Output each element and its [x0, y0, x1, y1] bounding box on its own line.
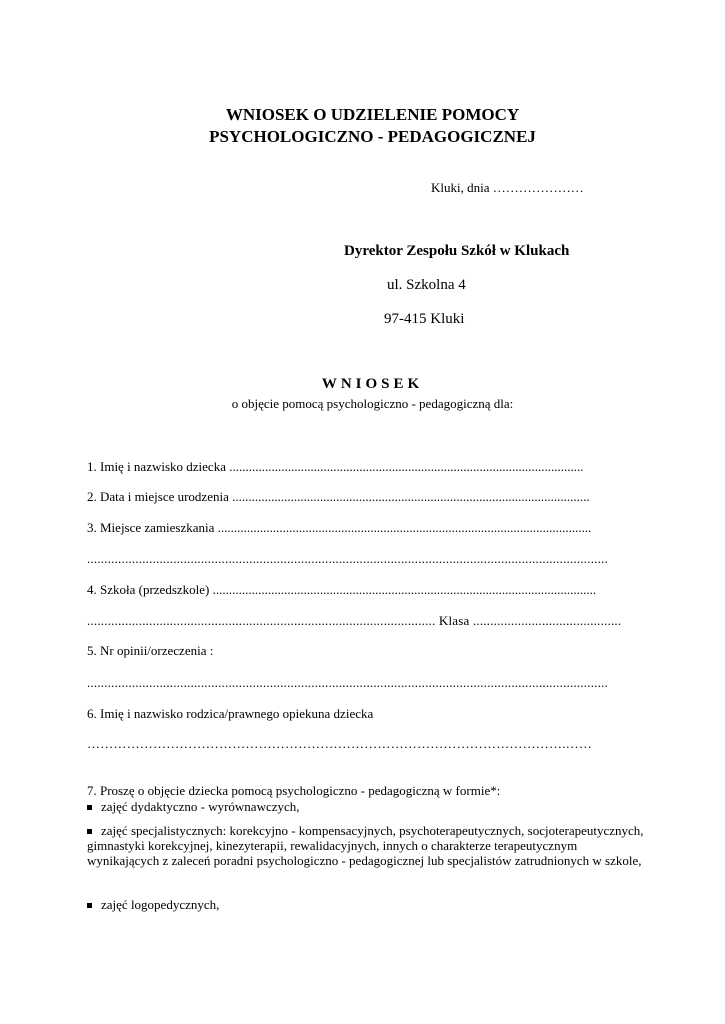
- field-residence: 3. Miejsce zamieszkania ...................................................................................................................: [87, 520, 592, 535]
- bullet-square-icon: [87, 903, 92, 908]
- field-school-class: ..................................................................................................... Klasa ...........................................: [87, 613, 622, 628]
- section-7-intro: 7. Proszę o objęcie dziecka pomocą psychologiczno - pedagogiczną w formie*:: [87, 783, 501, 798]
- field-child-name: 1. Imię i nazwisko dziecka .............................................................................................................: [87, 459, 584, 474]
- document-title-line-1: WNIOSEK O UDZIELENIE POMOCY: [225, 105, 520, 124]
- field-opinion-number: 5. Nr opinii/orzeczenia :: [87, 643, 214, 658]
- bullet-square-icon: [87, 805, 92, 810]
- section-7-item-text: zajęć logopedycznych,: [101, 897, 220, 912]
- field-birth-date-place: 2. Data i miejsce urodzenia ..............................................................................................................: [87, 489, 590, 504]
- request-heading: WNIOSEK: [321, 376, 424, 392]
- field-parent-name-continuation: ……………………………………………………………………………………………….……: [87, 736, 593, 751]
- document-title-line-2: PSYCHOLOGICZNO - PEDAGOGICZNEJ: [209, 127, 536, 146]
- section-7-item-text: zajęć dydaktyczno - wyrównawczych,: [101, 799, 300, 814]
- addressee-street: ul. Szkolna 4: [387, 277, 466, 293]
- section-7-item: [87, 897, 219, 913]
- place-date: Kluki, dnia …………………: [431, 180, 584, 195]
- section-7-item: [87, 823, 647, 868]
- field-opinion-number-continuation: .......................................................................................................................................................: [87, 675, 608, 690]
- field-residence-continuation: .......................................................................................................................................................: [87, 551, 608, 566]
- section-7-item: [87, 799, 300, 815]
- addressee-name: Dyrektor Zespołu Szkół w Klukach: [344, 243, 570, 259]
- bullet-square-icon: [87, 829, 92, 834]
- addressee-city: 97-415 Kluki: [384, 311, 465, 327]
- field-parent-name: 6. Imię i nazwisko rodzica/prawnego opiekuna dziecka: [87, 706, 374, 721]
- field-school: 4. Szkoła (przedszkole) ......................................................................................................................: [87, 582, 597, 597]
- section-7-item-text: zajęć specjalistycznych: korekcyjno - kompensacyjnych, psychoterapeutycznych, socjoterapeutycznych, gimnastyki korekcyjnej, kinezyterapii, rewalidacyjnych, innych o charakterze terapeutycznym wynikających z zaleceń poradni psychologiczno - pedagogicznej lub specjalistów zatrudnionych w szkole,: [87, 823, 644, 868]
- request-subheading: o objęcie pomocą psychologiczno - pedagogiczną dla:: [231, 396, 514, 411]
